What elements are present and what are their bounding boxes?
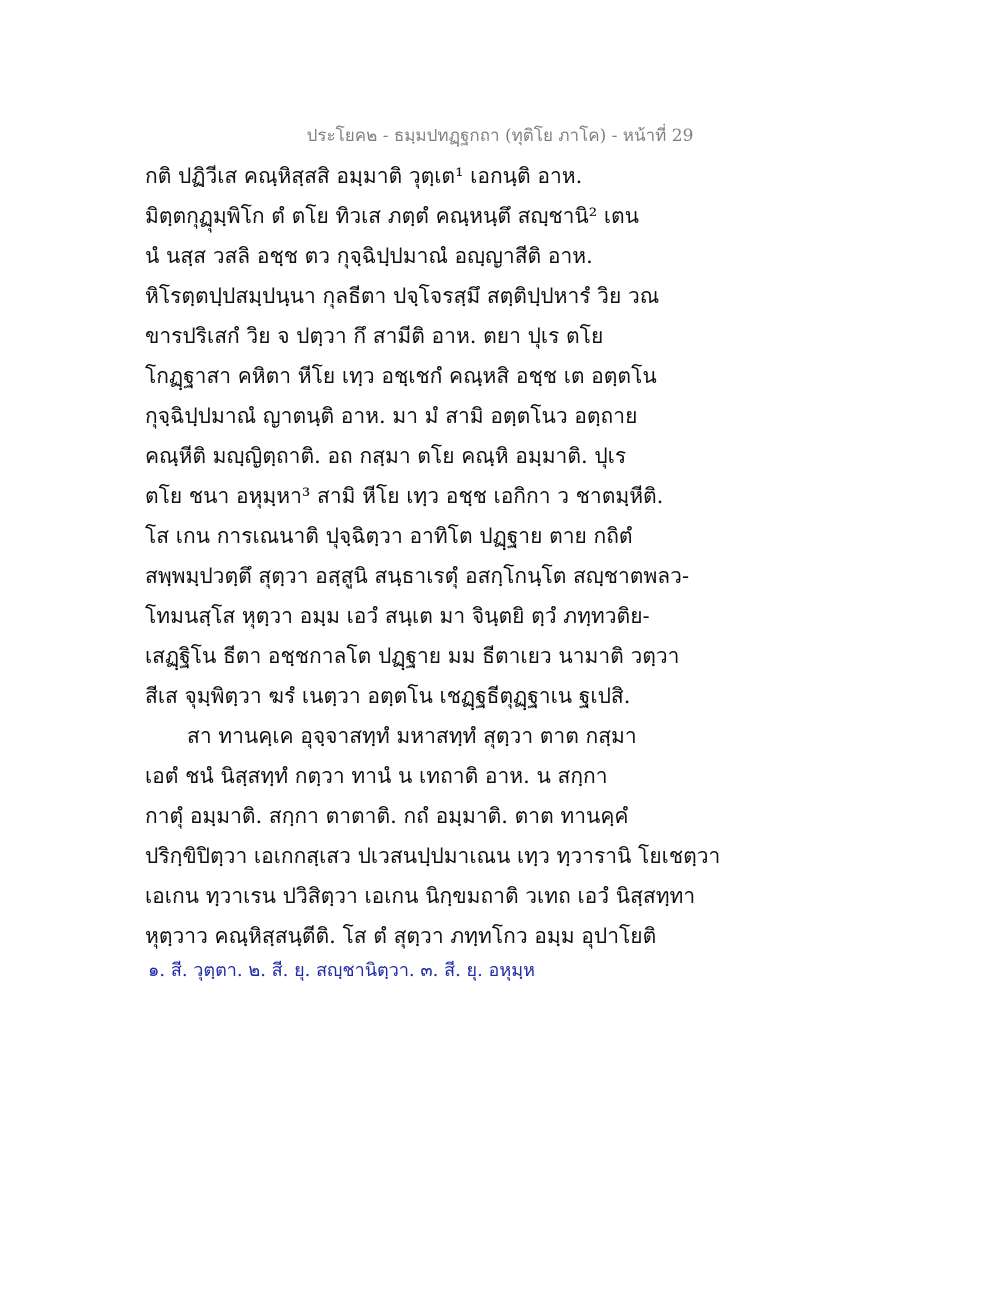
- text-line: มิตฺตกุฏุมฺพิโก ตํ ตโย ทิวเส ภตฺตํ คณฺหนฺตึ สญฺชานิ² เตน: [145, 204, 640, 228]
- text-line: โกฏฺฐาสา คหิตา หีโย เทฺว อชฺเชกํ คณฺหสิ อชฺช เต อตฺตโน: [145, 364, 657, 388]
- text-line: โส เกน การเณนาติ ปุจฺฉิตฺวา อาทิโต ปฏฺฐาย ตาย กถิตํ: [145, 524, 633, 548]
- text-line: หิโรตฺตปฺปสมฺปนฺนา กุลธีตา ปจฺโจรสฺมึ สตฺติปฺปหารํ วิย วณ: [145, 284, 660, 308]
- text-line: สา ทานคฺเค อุจฺจาสทฺทํ มหาสทฺทํ สุตฺวา ตาต กสฺมา: [187, 724, 637, 748]
- text-line: เอตํ ชนํ นิสฺสทฺทํ กตฺวา ทานํ น เทถาติ อาห. น สกฺกา: [145, 764, 608, 788]
- footnote: ๑. สี. วุตฺตา. ๒. สี. ยุ. สญฺชานิตฺวา. ๓. สี. ยุ. อหุมฺห: [148, 960, 535, 981]
- text-line: เอเกน ทฺวาเรน ปวิสิตฺวา เอเกน นิกฺขมถาติ วเทถ เอวํ นิสฺสทฺทา: [145, 884, 696, 908]
- text-line: นํ นสฺส วสลิ อชฺช ตว กุจฺฉิปฺปมาณํ อญฺญาสีติ อาห.: [145, 244, 593, 268]
- text-line: กุจฺฉิปฺปมาณํ ญาตนฺติ อาห. มา มํ สามิ อตฺตโนว อตฺถาย: [145, 404, 638, 428]
- text-line: ตโย ชนา อหุมฺหา³ สามิ หีโย เทฺว อชฺช เอกิกา ว ชาตมฺหีติ.: [145, 484, 664, 508]
- text-line: คณฺหีติ มญฺญิตฺถาติ. อถ กสฺมา ตโย คณฺหิ อมฺมาติ. ปุเร: [145, 444, 627, 468]
- running-header: ประโยค๒ - ธมฺมปทฏฺฐกถา (ทุติโย ภาโค) - หน้าที่ 29: [306, 126, 694, 146]
- text-line: เสฏฺฐิโน ธีตา อชฺชกาลโต ปฏฺฐาย มม ธีตาเยว นามาติ วตฺวา: [145, 644, 680, 668]
- text-line: โทมนสฺโส หุตฺวา อมฺม เอวํ สนฺเต มา จินฺตยิ ตฺวํ ภทฺทวติย-: [145, 604, 650, 628]
- text-line: กาตุํ อมฺมาติ. สกฺกา ตาตาติ. กถํ อมฺมาติ. ตาต ทานคฺคํ: [145, 804, 629, 828]
- paragraph-2: [145, 720, 721, 960]
- paragraph-1: [145, 160, 705, 720]
- text-line: ปริกฺขิปิตฺวา เอเกกสฺเสว ปเวสนปฺปมาเณน เทฺว ทฺวารานิ โยเชตฺวา: [145, 844, 721, 868]
- text-line: สีเส จุมฺพิตฺวา ฆรํ เนตฺวา อตฺตโน เชฏฺฐธีตุฏฺฐาเน ฐเปสิ.: [145, 684, 631, 708]
- body-text: [145, 160, 721, 960]
- text-line: ขารปริเสกํ วิย จ ปตฺวา กึ สามีติ อาห. ตยา ปุเร ตโย: [145, 324, 604, 348]
- text-line: กติ ปฏิวีเส คณฺหิสฺสสิ อมฺมาติ วุตฺเต¹ เอกนฺติ อาห.: [145, 164, 583, 188]
- text-line: สพฺพมฺปวตฺตึ สุตฺวา อสฺสูนิ สนฺธาเรตุํ อสกฺโกนฺโต สญฺชาตพลว-: [145, 564, 690, 588]
- text-line: หุตฺวาว คณฺหิสฺสนฺตีติ. โส ตํ สุตฺวา ภทฺทโกว อมฺม อุปาโยติ: [145, 924, 657, 948]
